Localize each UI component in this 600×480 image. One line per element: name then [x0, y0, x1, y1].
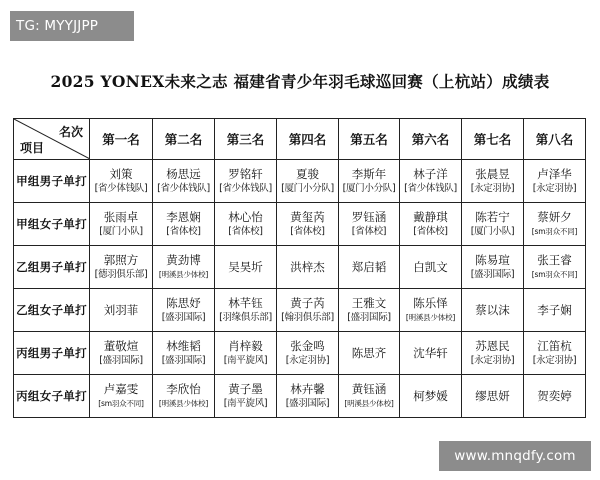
player-name: 黄玺芮	[290, 210, 325, 224]
player-name: 柯梦媛	[413, 389, 448, 403]
player-name: 戴静琪	[413, 210, 448, 224]
player-name: 林心怡	[228, 210, 263, 224]
result-cell	[400, 160, 462, 203]
result-cell	[153, 160, 215, 203]
result-cell	[400, 203, 462, 246]
player-name: 李恩娴	[166, 210, 201, 224]
club-name: [盛羽国际]	[470, 269, 515, 280]
player-name: 白凯文	[413, 260, 448, 274]
player-name: 缪思妍	[475, 389, 510, 403]
result-cell	[339, 375, 400, 418]
club-name: [永定羽协]	[470, 183, 515, 194]
club-name: [明溪县少体校]	[344, 399, 394, 408]
player-name: 李子娴	[537, 303, 572, 317]
place-header: 第五名	[339, 119, 400, 160]
result-cell	[339, 160, 400, 203]
club-name: [厦门小队]	[470, 226, 515, 237]
place-header: 第二名	[153, 119, 215, 160]
player-name: 陈若宁	[475, 210, 510, 224]
result-cell	[462, 160, 524, 203]
club-name: [sm羽众不同]	[98, 399, 144, 408]
table-row	[14, 160, 586, 203]
result-cell	[153, 246, 215, 289]
club-name: [省少体钱队]	[219, 183, 272, 194]
result-cell	[90, 375, 153, 418]
player-name: 刘策	[109, 167, 133, 181]
player-name: 张金鸣	[290, 339, 325, 353]
result-cell	[524, 246, 586, 289]
result-cell	[90, 203, 153, 246]
event-label: 乙组女子单打	[14, 289, 90, 332]
header-row	[14, 119, 586, 160]
result-cell	[90, 289, 153, 332]
club-name: [sm羽众不同]	[531, 227, 578, 236]
club-name: [永定羽协]	[532, 355, 577, 366]
club-name: [省体校]	[351, 226, 387, 237]
result-cell	[215, 332, 277, 375]
page-title: 2025 YONEX未来之志 福建省青少年羽毛球巡回赛（上杭站）成绩表	[50, 72, 550, 91]
player-name: 林维韬	[166, 339, 201, 353]
club-name: [永定羽协]	[470, 355, 515, 366]
player-name: 肖梓毅	[228, 339, 263, 353]
club-name: [翰羽俱乐部]	[281, 312, 334, 323]
table-row	[14, 332, 586, 375]
player-name: 张王睿	[537, 253, 572, 267]
table-row	[14, 375, 586, 418]
place-header: 第八名	[524, 119, 586, 160]
event-label: 丙组男子单打	[14, 332, 90, 375]
player-name: 夏骏	[296, 167, 319, 181]
result-cell	[90, 332, 153, 375]
corner-header-cell	[14, 119, 90, 160]
player-name: 蔡妍夕	[537, 210, 572, 224]
result-cell	[400, 289, 462, 332]
club-name: [盛羽国际]	[285, 398, 330, 409]
result-cell	[90, 160, 153, 203]
club-name: [省少体钱队]	[404, 183, 457, 194]
result-cell	[462, 332, 524, 375]
player-name: 洪梓杰	[290, 260, 325, 274]
player-name: 陈乐怿	[413, 296, 448, 310]
table-row	[14, 203, 586, 246]
result-cell	[277, 375, 339, 418]
player-name: 蔡以沫	[475, 303, 510, 317]
result-cell	[277, 332, 339, 375]
player-name: 张晨昱	[475, 167, 510, 181]
player-name: 卢泽华	[537, 167, 572, 181]
player-name: 刘羽菲	[103, 303, 139, 317]
player-name: 郑启韬	[351, 260, 387, 274]
player-name: 陈思齐	[351, 346, 387, 360]
result-cell	[277, 289, 339, 332]
place-header: 第四名	[277, 119, 339, 160]
player-name: 林卉馨	[290, 382, 325, 396]
result-cell	[215, 246, 277, 289]
player-name: 吴昊圻	[228, 260, 263, 274]
club-name: [省体校]	[166, 226, 201, 237]
club-name: [省少体钱队]	[157, 183, 210, 194]
result-cell	[215, 375, 277, 418]
player-name: 沈华轩	[413, 346, 448, 360]
event-label: 甲组男子单打	[14, 160, 90, 203]
player-name: 卢嘉雯	[103, 382, 139, 396]
result-cell	[462, 289, 524, 332]
club-name: [明溪县少体校]	[158, 270, 209, 279]
player-name: 李欣怡	[166, 382, 201, 396]
club-name: [永定羽协]	[285, 355, 330, 366]
player-name: 苏恩民	[475, 339, 510, 353]
club-name: [省体校]	[413, 226, 448, 237]
place-header: 第三名	[215, 119, 277, 160]
club-name: [南平旋风]	[223, 355, 268, 366]
player-name: 黄子墨	[228, 382, 263, 396]
watermark-url-bottom: www.mnqdfy.com	[439, 441, 591, 471]
result-cell	[400, 332, 462, 375]
results-table	[13, 118, 586, 418]
result-cell	[462, 246, 524, 289]
event-label: 丙组女子单打	[14, 375, 90, 418]
player-name: 杨思远	[166, 167, 201, 181]
event-label: 甲组女子单打	[14, 203, 90, 246]
result-cell	[400, 246, 462, 289]
club-name: [南平旋风]	[223, 398, 268, 409]
club-name: [省少体钱队]	[94, 183, 148, 194]
result-cell	[462, 375, 524, 418]
result-cell	[215, 160, 277, 203]
player-name: 罗铭轩	[228, 167, 263, 181]
result-cell	[153, 289, 215, 332]
result-cell	[524, 160, 586, 203]
player-name: 黄劲博	[166, 253, 201, 267]
result-cell	[339, 289, 400, 332]
club-name: [德羽俱乐部]	[94, 269, 148, 280]
result-cell	[215, 203, 277, 246]
result-cell	[339, 203, 400, 246]
player-name: 李斯年	[351, 167, 387, 181]
corner-label-place: 名次	[58, 125, 83, 139]
result-cell	[524, 375, 586, 418]
player-name: 陈思妤	[166, 296, 201, 310]
table-row	[14, 246, 586, 289]
club-name: [sm羽众不同]	[531, 270, 578, 279]
club-name: [厦门小分队]	[281, 183, 334, 194]
club-name: [羽缘俱乐部]	[219, 312, 272, 323]
result-cell	[153, 203, 215, 246]
result-cell	[277, 160, 339, 203]
club-name: [省体校]	[290, 226, 325, 237]
result-cell	[400, 375, 462, 418]
result-cell	[524, 289, 586, 332]
club-name: [盛羽国际]	[161, 355, 206, 366]
result-cell	[153, 332, 215, 375]
player-name: 罗钰涵	[351, 210, 387, 224]
result-cell	[339, 246, 400, 289]
event-label: 乙组男子单打	[14, 246, 90, 289]
player-name: 黄子芮	[290, 296, 325, 310]
player-name: 江笛杭	[537, 339, 572, 353]
table-row	[14, 289, 586, 332]
result-cell	[215, 289, 277, 332]
player-name: 陈易瑄	[475, 253, 510, 267]
result-cell	[339, 332, 400, 375]
place-header: 第七名	[462, 119, 524, 160]
watermark-label-top: TG: MYYJJPP	[10, 11, 134, 41]
result-cell	[524, 332, 586, 375]
club-name: [盛羽国际]	[99, 355, 143, 366]
club-name: [永定羽协]	[532, 183, 577, 194]
player-name: 王雅文	[351, 296, 387, 310]
player-name: 董敬煊	[103, 339, 139, 353]
result-cell	[153, 375, 215, 418]
player-name: 贺奕婷	[537, 389, 572, 403]
player-name: 林子洋	[413, 167, 448, 181]
place-header: 第六名	[400, 119, 462, 160]
result-cell	[90, 246, 153, 289]
corner-label-event: 项目	[20, 141, 45, 155]
result-cell	[277, 246, 339, 289]
player-name: 黄钰涵	[351, 382, 387, 396]
club-name: [盛羽国际]	[161, 312, 206, 323]
club-name: [盛羽国际]	[347, 312, 391, 323]
club-name: [明溪县少体校]	[405, 313, 456, 322]
player-name: 张雨卓	[103, 210, 139, 224]
club-name: [明溪县少体校]	[158, 399, 209, 408]
club-name: [厦门小队]	[99, 226, 143, 237]
result-cell	[462, 203, 524, 246]
result-cell	[524, 203, 586, 246]
player-name: 林芊钰	[228, 296, 263, 310]
club-name: [厦门小分队]	[342, 183, 396, 194]
club-name: [省体校]	[228, 226, 263, 237]
place-header: 第一名	[90, 119, 153, 160]
player-name: 郭照方	[103, 253, 139, 267]
result-cell	[277, 203, 339, 246]
